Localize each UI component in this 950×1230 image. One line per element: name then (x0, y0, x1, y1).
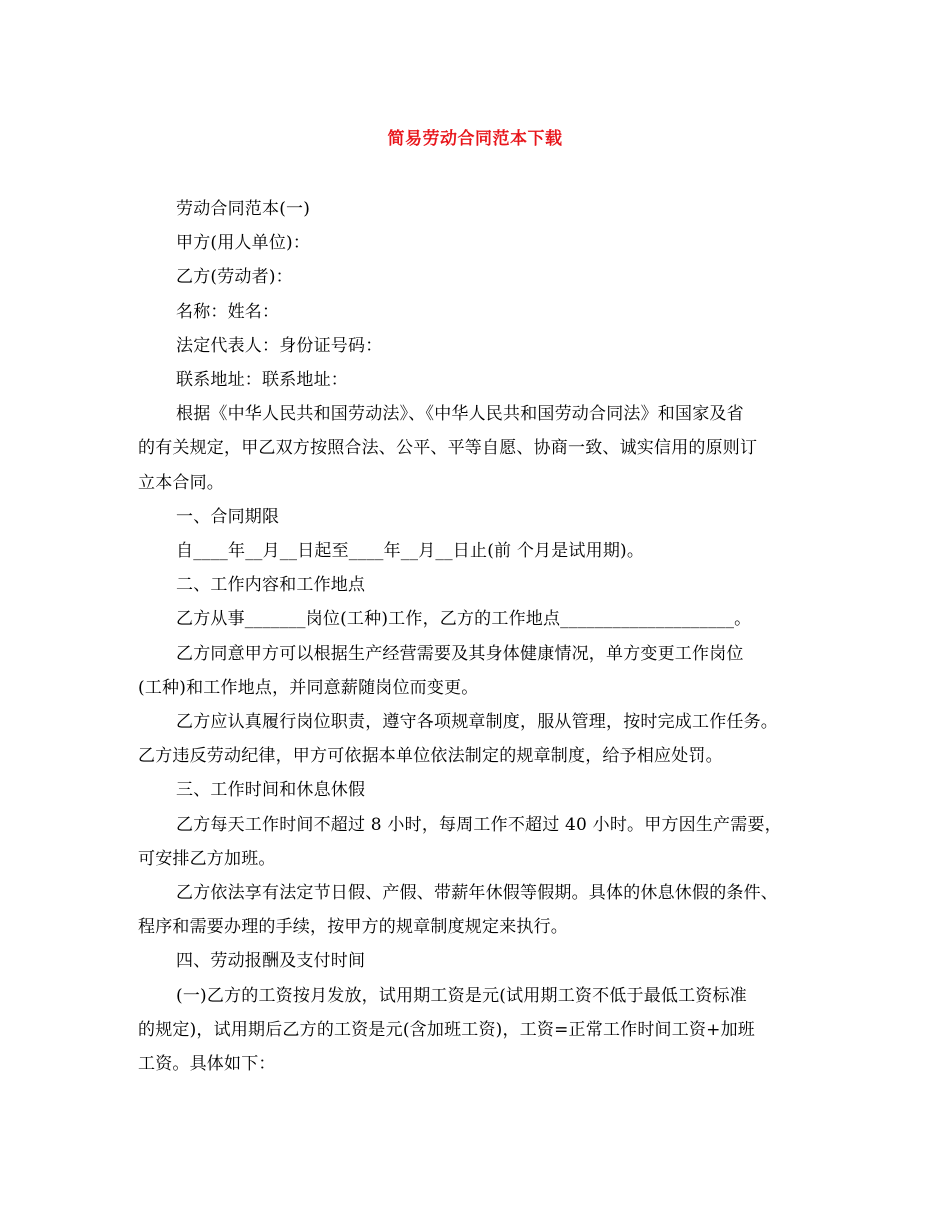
text-line: 乙方应认真履行岗位职责，遵守各项规章制度，服从管理，按时完成工作任务。 (176, 712, 778, 733)
text-line: 名称：姓名： (176, 301, 280, 322)
text-line: 二、工作内容和工作地点 (176, 575, 366, 596)
text-line: 乙方同意甲方可以根据生产经营需要及其身体健康情况，单方变更工作岗位 (176, 643, 744, 664)
text-line: 四、劳动报酬及支付时间 (176, 951, 366, 972)
text-line: (工种)和工作地点，并同意薪随岗位而变更。 (138, 677, 479, 698)
text-line: 乙方违反劳动纪律，甲方可依据本单位依法制定的规章制度，给予相应处罚。 (138, 746, 723, 767)
document-body (138, 192, 818, 1081)
text-line: 联系地址：联系地址： (176, 370, 348, 391)
text-line: 一、合同期限 (176, 506, 280, 527)
text-line: 工资。具体如下： (138, 1054, 276, 1075)
text-line: 程序和需要办理的手续，按甲方的规章制度规定来执行。 (138, 917, 568, 938)
text-line: 的有关规定，甲乙双方按照合法、公平、平等自愿、协商一致、诚实信用的原则订 (138, 438, 758, 459)
text-line: 可安排乙方加班。 (138, 848, 276, 869)
text-line: 的规定)，试用期后乙方的工资是元(含加班工资)，工资=正常工作时间工资+加班 (138, 1019, 755, 1040)
text-line: 立本合同。 (138, 472, 224, 493)
text-line: 法定代表人：身份证号码： (176, 335, 383, 356)
document-title: 简易劳动合同范本下载 (387, 129, 563, 149)
text-line: 乙方从事_______岗位(工种)工作，乙方的工作地点____________________。 (176, 609, 752, 630)
text-line: 乙方依法享有法定节日假、产假、带薪年休假等假期。具体的休息休假的条件、 (176, 883, 778, 904)
text-line: (一)乙方的工资按月发放，试用期工资是元(试用期工资不低于最低工资标准 (176, 985, 747, 1006)
text-line: 自____年__月__日起至____年__月__日止(前 个月是试用期)。 (176, 541, 645, 562)
text-line: 甲方(用人单位)： (176, 233, 311, 254)
text-line: 乙方(劳动者)： (176, 267, 293, 288)
text-line: 三、工作时间和休息休假 (176, 780, 366, 801)
text-line: 乙方每天工作时间不超过 8 小时，每周工作不超过 40 小时。甲方因生产需要， (176, 814, 782, 835)
text-line: 劳动合同范本(一) (176, 199, 311, 219)
text-line: 根据《中华人民共和国劳动法》、《中华人民共和国劳动合同法》和国家及省 (176, 404, 744, 425)
